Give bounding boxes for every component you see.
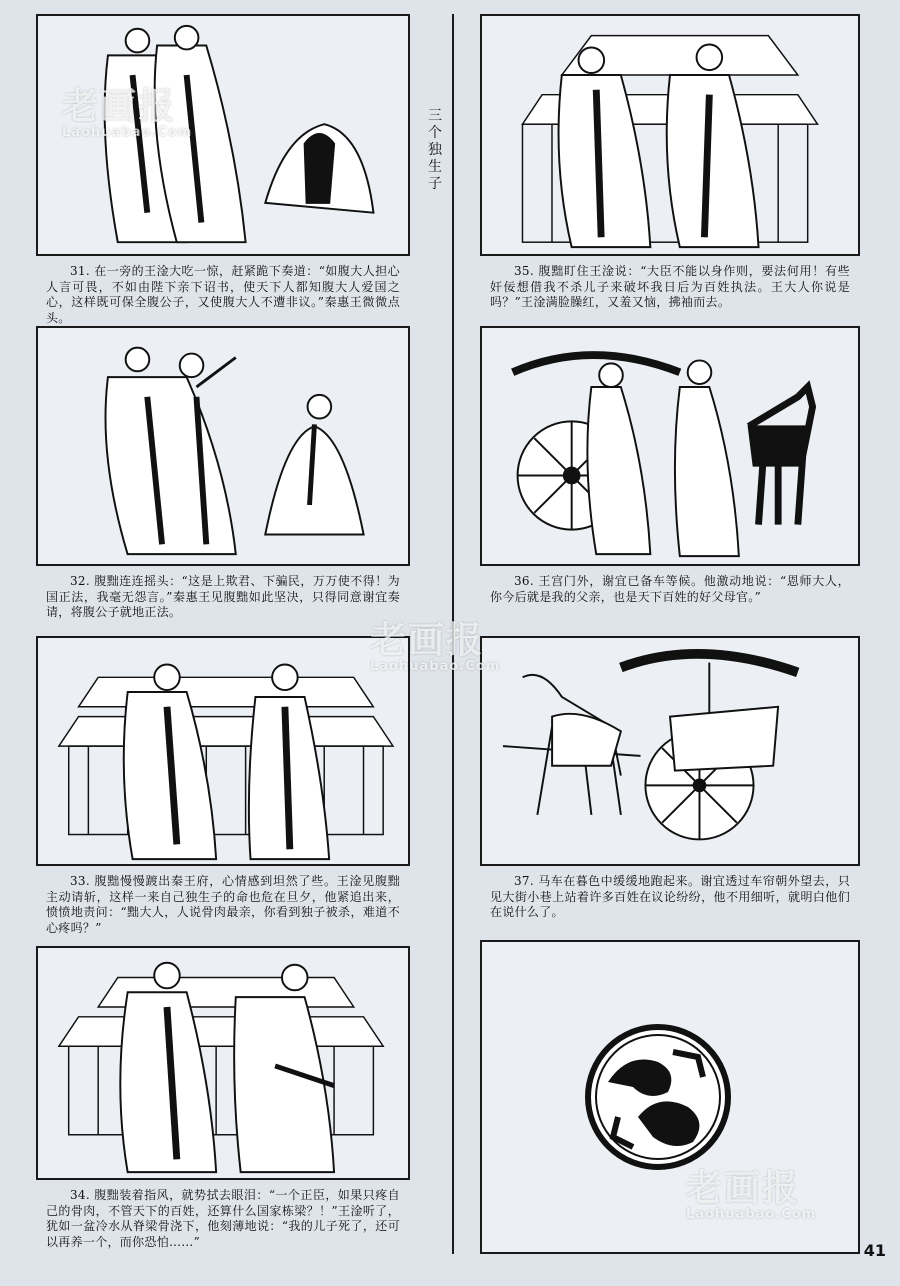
scene-palace-officials: [38, 638, 408, 864]
caption-35: 35. 腹黜盯住王淦说：“大臣不能以身作则，要法何用！有些奸佞想借我不杀儿子来破坏我日后为百姓执法。王大人你说是吗？”王淦满脸臊红，又羞又恼，拂袖而去。: [490, 264, 850, 309]
scene-carriage-farewell: [482, 328, 858, 564]
watermark-middle: 老画报 Laohuabao.Com: [370, 620, 501, 674]
scene-gate-confrontation: [482, 16, 858, 254]
caption-37: 37. 马车在暮色中缓缓地跑起来。谢宜透过车帘朝外望去，只见大街小巷上站着许多百姓在议论纷纷，他不用细听，就明白他们在说什么了。: [490, 874, 850, 919]
caption-36: 36. 王宫门外，谢宜已备车等候。他激动地说：“恩师大人，你今后就是我的父亲，也是天下百姓的好父母官。”: [490, 574, 850, 604]
caption-33: 33. 腹黜慢慢踱出秦王府，心情感到坦然了些。王淦见腹黜主动请斩，这样一来自己独生子的命也危在旦夕，他紧追出来，愤愤地责问：“黜大人，人说骨肉最亲，你看到独子被杀，难道不心疼吗？”: [46, 874, 400, 935]
watermark-top: 老画报 Laohuabao.Com: [62, 86, 193, 140]
seal-emblem: [578, 1022, 738, 1172]
panel-36-art: [480, 326, 860, 566]
caption-32: 32. 腹黜连连摇头：“这是上欺君、下骗民，万万使不得！为国正法，我毫无怨言。”秦惠王见腹黜如此坚决，只得同意谢宜奏请，将腹公子就地正法。: [46, 574, 400, 619]
panel-37-art: [480, 636, 860, 866]
scene-carriage-ride: [482, 638, 858, 864]
section-title: 三个独生子: [428, 108, 442, 192]
panel-33-art: [36, 636, 410, 866]
panel-34-art: [36, 946, 410, 1180]
panel-35-art: [480, 14, 860, 256]
scene-official-pointing: [38, 328, 408, 564]
watermark-bottom: 老画报 Laohuabao.Com: [686, 1168, 817, 1222]
page-number: 41: [863, 1241, 886, 1260]
panel-32-art: [36, 326, 410, 566]
caption-34: 34. 腹黜装着指风，就势拭去眼泪：“一个正臣，如果只疼自己的骨肉，不管天下的百姓，还算什么国家栋梁？！”王淦听了，犹如一盆冷水从脊梁骨浇下，他刻薄地说：“我的儿子死了，还可以再养一个，而你恐怕……”: [46, 1188, 400, 1249]
caption-31: 31. 在一旁的王淦大吃一惊，赶紧跪下奏道：“如腹大人担心人言可畏，不如由陛下亲下诏书，使天下人都知腹大人爱国之心，这样既可保全腹公子，又使腹大人不遭非议。”秦惠王微微点头。: [46, 264, 400, 325]
scene-palace-officials-weeping: [38, 948, 408, 1178]
